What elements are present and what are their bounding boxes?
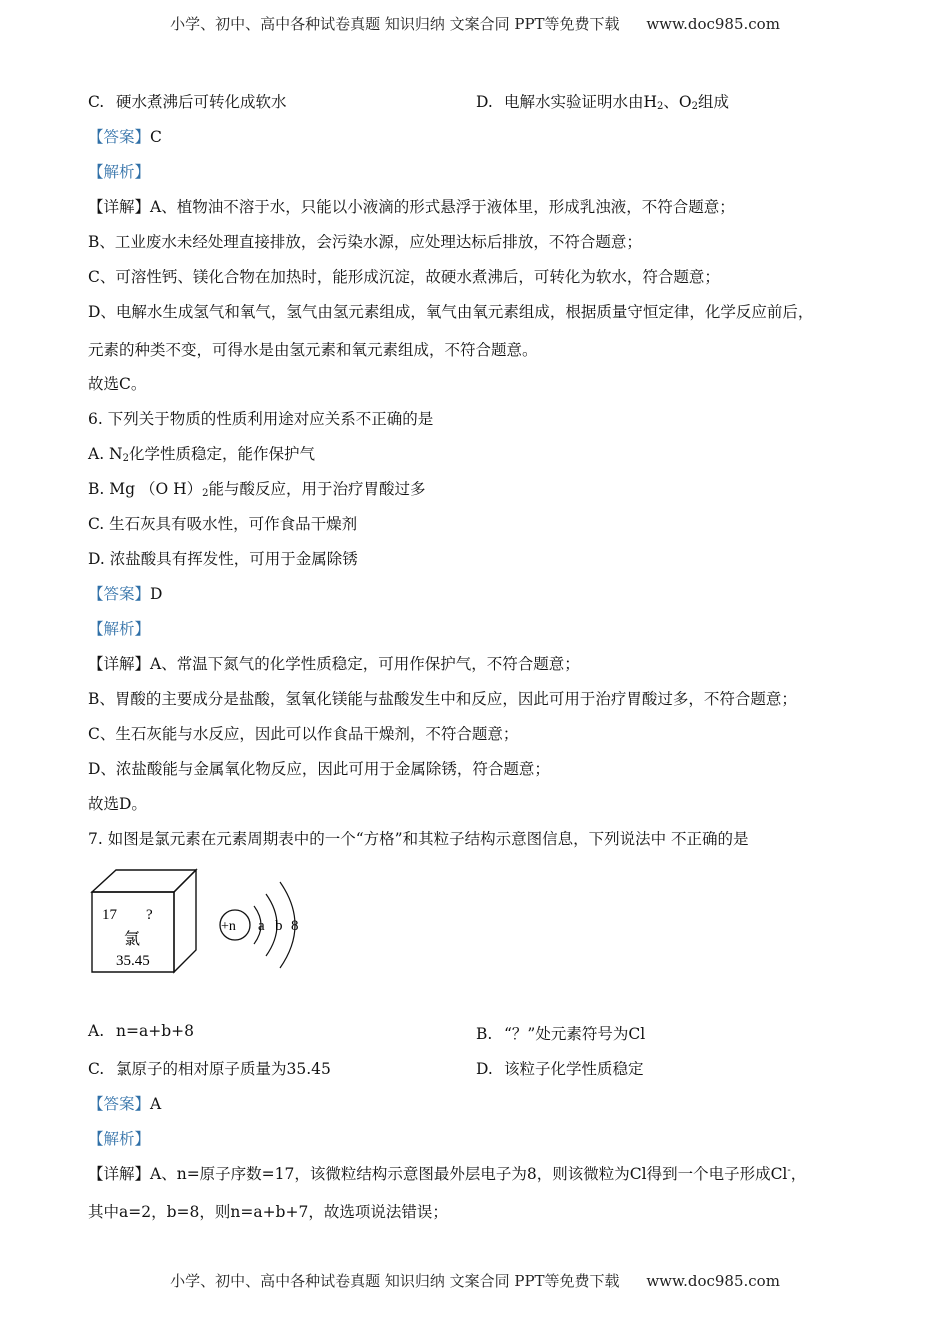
q7-analysis-label: 【解析】 — [88, 1130, 151, 1148]
q5-answer: 【答案】C — [88, 128, 162, 146]
q5-analysis-label: 【解析】 — [88, 163, 151, 181]
q6-detail-a: 【详解】A、常温下氮气的化学性质稳定，可用作保护气，不符合题意； — [88, 655, 580, 673]
shell-3-electrons: 8 — [291, 918, 299, 934]
q5-option-c: C. 硬水煮沸后可转化成软水 — [88, 93, 287, 111]
header-text: 小学、初中、高中各种试卷真题 知识归纳 文案合同 PPT等免费下载 — [170, 15, 620, 33]
q6-detail-b: B、胃酸的主要成分是盐酸，氢氧化镁能与盐酸发生中和反应，因此可用于治疗胃酸过多，不符合题意； — [88, 690, 797, 708]
q6-answer: 【答案】D — [88, 585, 163, 603]
element-name: 氯 — [124, 929, 141, 948]
q5-option-d: D. 电解水实验证明水由$H_2$、$O_2$组成 — [476, 93, 730, 112]
q6-detail-c: C、生石灰能与水反应，因此可以作食品干燥剂，不符合题意； — [88, 725, 519, 743]
q6-option-b: B. Mg （O $H)_2$能与酸反应，用于治疗胃酸过多 — [88, 480, 426, 499]
q7-detail-a1: 【详解】A、n=原子序数=17，该微粒结构示意图最外层电子为8，则该微粒为Cl得到一个电子形成Cl-， — [88, 1165, 807, 1183]
q5-detail-d2: 元素的种类不变，可得水是由氢元素和氧元素组成，不符合题意。 — [88, 341, 538, 359]
footer-site-link[interactable]: www.doc985.com — [646, 1272, 780, 1290]
q6-analysis-label: 【解析】 — [88, 620, 151, 638]
q7-option-c: C. 氯原子的相对原子质量为35.45 — [88, 1060, 331, 1078]
q7-option-a: A. n=a+b+8 — [88, 1022, 194, 1040]
q6-stem: 6. 下列关于物质的性质利用途对应关系不正确的是 — [88, 410, 434, 428]
header-site-link[interactable]: www.doc985.com — [646, 15, 780, 33]
nucleus-charge: +n — [221, 919, 236, 934]
q6-option-a: A. $N_2$化学性质稳定，能作保护气 — [88, 445, 316, 464]
q5-detail-a: 【详解】A、植物油不溶于水，只能以小液滴的形式悬浮于液体里，形成乳浊液，不符合题意； — [88, 198, 735, 216]
q7-answer: 【答案】A — [88, 1095, 162, 1113]
element-cell-and-structure-diagram — [88, 864, 318, 984]
footer-text: 小学、初中、高中各种试卷真题 知识归纳 文案合同 PPT等免费下载 — [170, 1272, 620, 1290]
page-header — [0, 13, 950, 34]
q5-detail-d1: D、电解水生成氢气和氧气，氢气由氢元素组成，氧气由氧元素组成，根据质量守恒定律，化学反应前后， — [88, 303, 814, 321]
q7-option-d: D. 该粒子化学性质稳定 — [476, 1060, 644, 1078]
q7-stem: 7. 如图是氯元素在元素周期表中的一个“方格”和其粒子结构示意图信息，下列说法中 不正确的是 — [88, 830, 749, 848]
q5-detail-c: C、可溶性钙、镁化合物在加热时，能形成沉淀，故硬水煮沸后，可转化为软水，符合题意； — [88, 268, 720, 286]
q6-option-c: C. 生石灰具有吸水性，可作食品干燥剂 — [88, 515, 358, 533]
q7-detail-a2: 其中a=2，b=8，则n=a+b+7，故选项说法错误； — [88, 1203, 448, 1221]
q5-conclusion: 故选C。 — [88, 375, 147, 393]
page-footer — [0, 1270, 950, 1291]
chlorine-figure — [88, 864, 318, 984]
atomic-number: 17 — [102, 907, 117, 923]
q5-detail-b: B、工业废水未经处理直接排放，会污染水源，应处理达标后排放，不符合题意； — [88, 233, 642, 251]
element-symbol-unknown: ? — [146, 907, 153, 923]
q7-option-b: B. “？”处元素符号为Cl — [476, 1025, 646, 1043]
shell-2-electrons: b — [275, 918, 283, 934]
q6-option-d: D. 浓盐酸具有挥发性，可用于金属除锈 — [88, 550, 358, 568]
shell-1-electrons: a — [258, 918, 265, 934]
atomic-mass: 35.45 — [116, 953, 150, 969]
q6-detail-d: D、浓盐酸能与金属氧化物反应，因此可用于金属除锈，符合题意； — [88, 760, 550, 778]
q6-conclusion: 故选D。 — [88, 795, 147, 813]
